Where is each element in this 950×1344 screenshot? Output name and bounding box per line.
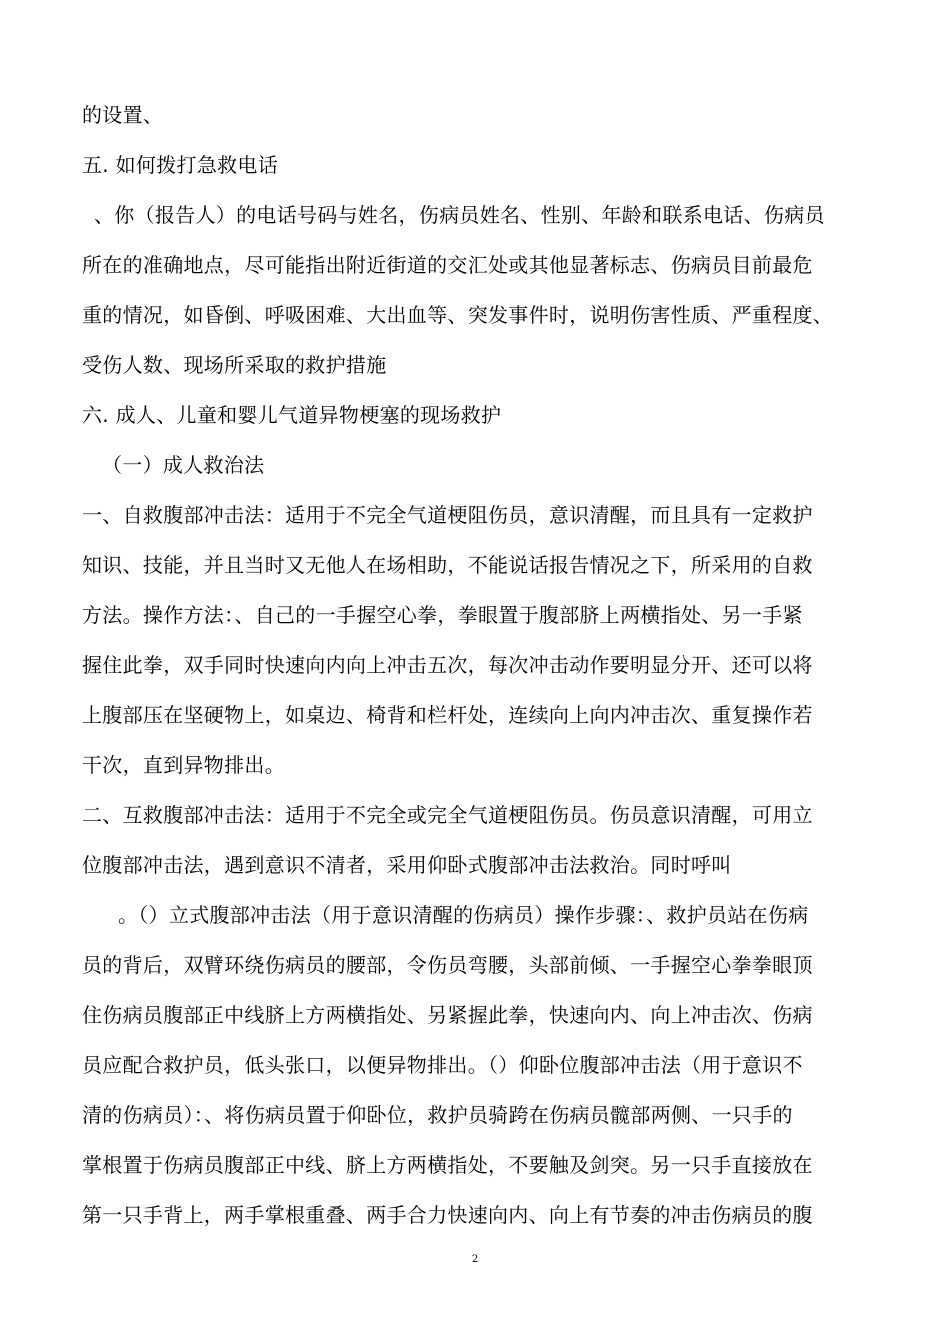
text-line: 住伤病员腹部正中线脐上方两横指处、另紧握此拳，快速向内、向上冲击次、伤病 [82, 1003, 813, 1027]
text-line: 重的情况，如昏倒、呼吸困难、大出血等、突发事件时，说明伤害性质、严重程度、 [82, 303, 834, 327]
text-line: 方法。操作方法：、自己的一手握空心拳，拳眼置于腹部脐上两横指处、另一手紧 [82, 603, 803, 627]
page-number: 2 [471, 1254, 479, 1265]
text-line: 员的背后，双臂环绕伤病员的腰部，令伤员弯腰，头部前倾、一手握空心拳拳眼顶 [82, 953, 813, 977]
text-line: 一、自救腹部冲击法：适用于不完全气道梗阻伤员，意识清醒，而且具有一定救护 [82, 503, 813, 527]
section-heading-6: 六. 成人、儿童和婴儿气道异物梗塞的现场救护 [82, 403, 502, 427]
text-line: 掌根置于伤病员腹部正中线、脐上方两横指处，不要触及剑突。另一只手直接放在 [82, 1153, 813, 1177]
section-heading-5: 五. 如何拨打急救电话 [82, 153, 279, 177]
text-line: 所在的准确地点，尽可能指出附近街道的交汇处或其他显著标志、伤病员目前最危 [82, 253, 813, 277]
text-line: 握住此拳，双手同时快速向内向上冲击五次，每次冲击动作要明显分开、还可以将 [82, 653, 813, 677]
subsection-heading: （一）成人救治法 [102, 453, 265, 477]
text-line: 第一只手背上，两手掌根重叠、两手合力快速向内、向上有节奏的冲击伤病员的腹 [82, 1203, 813, 1227]
text-line: 知识、技能，并且当时又无他人在场相助，不能说话报告情况之下，所采用的自救 [82, 553, 813, 577]
text-line: 位腹部冲击法，遇到意识不清者，采用仰卧式腹部冲击法救治。同时呼叫 [82, 853, 732, 877]
text-line: 员应配合救护员，低头张口，以便异物排出。（）仰卧位腹部冲击法（用于意识不 [82, 1053, 803, 1077]
text-line: 受伤人数、现场所采取的救护措施 [82, 353, 387, 377]
text-line: 干次，直到异物排出。 [82, 753, 285, 777]
text-line: 、你（报告人）的电话号码与姓名，伤病员姓名、性别、年龄和联系电话、伤病员 [94, 203, 825, 227]
text-line: 二、互救腹部冲击法：适用于不完全或完全气道梗阻伤员。伤员意识清醒，可用立 [82, 803, 813, 827]
text-line: 的设置、 [82, 103, 164, 127]
text-line: 。（）立式腹部冲击法（用于意识清醒的伤病员）操作步骤：、救护员站在伤病 [118, 903, 809, 927]
text-line: 清的伤病员）：、将伤病员置于仰卧位，救护员骑跨在伤病员髋部两侧、一只手的 [82, 1103, 793, 1127]
text-line: 上腹部压在坚硬物上，如桌边、椅背和栏杆处，连续向上向内冲击次、重复操作若 [82, 703, 813, 727]
